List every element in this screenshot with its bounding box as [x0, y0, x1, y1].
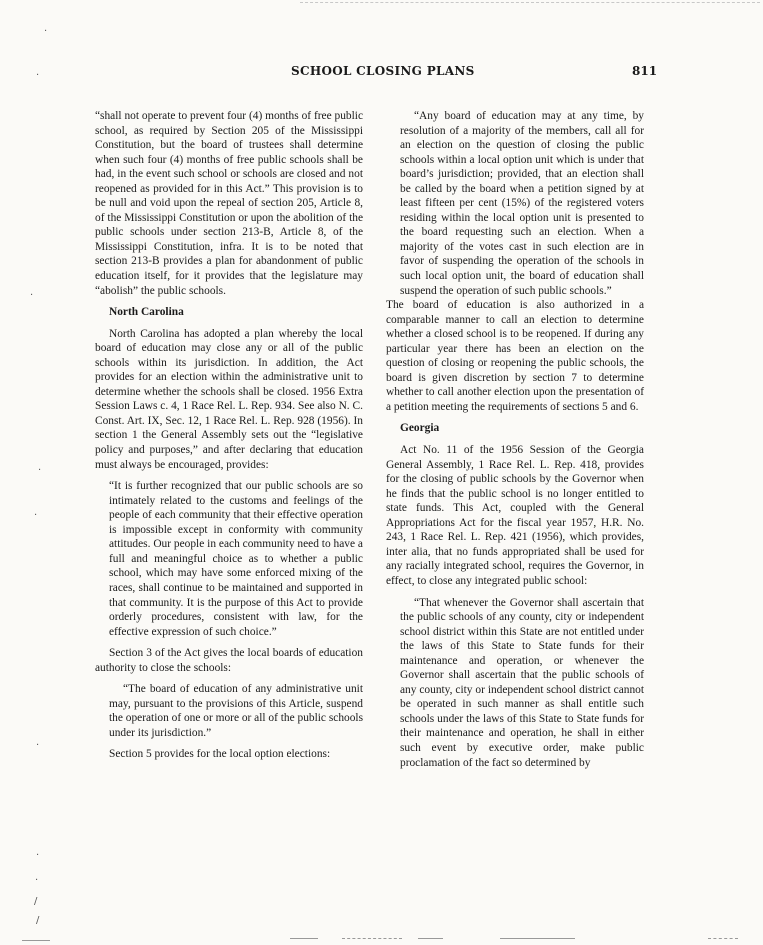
scan-edge-line	[290, 938, 318, 939]
scan-speck: ·	[30, 290, 34, 301]
page-number: 811	[632, 64, 658, 78]
scan-edge-line	[300, 2, 760, 3]
paragraph: North Carolina has adopted a plan whereby the local board of education may close any or all of the public schools within its jurisdiction. In addition, the Act provides for an election within the administrative unit to determine whether the schools shall be closed. 1956 Extra Session Laws c. 4, 1 Race Rel. L. Rep. 934. See also N. C. Const. Art. IX, Sec. 12, 1 Race Rel. L. Rep. 928 (1956). In section 1 the General Assembly sets out the “legislative policy and purposes,” and after declaring that education must always be encouraged, provides:	[95, 327, 363, 471]
block-quote: “The board of education of any administrative unit may, pursuant to the provisions of this Article, suspend the operation of one or more or all of the public schools under its jurisdiction.”	[109, 683, 364, 739]
scan-speck: /	[36, 915, 40, 926]
section-heading-georgia: Georgia	[400, 422, 440, 435]
scan-speck: ·	[36, 850, 40, 861]
paragraph: Section 3 of the Act gives the local boards of education authority to close the schools:	[95, 647, 363, 674]
paragraph: Section 5 provides for the local option elections:	[109, 748, 331, 761]
paragraph: “shall not operate to prevent four (4) months of free public school, as required by Section 205 of the Mississippi Constitution, but the board of trustees shall determine when such four (4) months of free public schools shall be had, in the event such school or schools are closed and not reopened as provided for in this Act.” This provision is to be null and void upon the repeal of section 205, Article 8, of the Mississippi Constitution or upon the abolition of the public schools under section 213-B, Article 8, of the Mississippi Constitution, infra. It is to be noted that section 213-B provides a plan for abandonment of public education itself, for it provides that the legislature may “abolish” the public schools.	[95, 110, 363, 297]
scan-speck: /	[34, 896, 38, 907]
section-heading-north-carolina: North Carolina	[109, 306, 184, 319]
scan-edge-line	[22, 940, 50, 941]
left-column	[95, 109, 363, 762]
block-quote: “Any board of education may at any time, by resolution of a majority of the members, call all for an election on the question of closing the public schools within a local option unit which is under that board’s jurisdiction; provided, that an election shall be called by the board when a petition signed by at least fifteen per cent (15%) of the registered voters residing within the local option unit is presented to the board requesting such an election. When a majority of the votes cast in such election are in favor of suspending the operation of the schools in such local option unit, the board of education shall suspend the operation of such public schools.”	[400, 110, 644, 297]
scan-edge-line	[500, 938, 575, 939]
scan-speck: ·	[36, 70, 40, 81]
paragraph: Act No. 11 of the 1956 Session of the Georgia General Assembly, 1 Race Rel. L. Rep. 418, provides for the closing of public schools by the Governor when he finds that the public school is no longer entitled to state funds. This Act, coupled with the General Appropriations Act for the fiscal year 1957, H.R. No. 243, 1 Race Rel. L. Rep. 421 (1956), which provides, inter alia, that no funds appropriated shall be used for any racially integrated school, requires the Governor, in effect, to close any integrated public school:	[386, 444, 644, 587]
right-column	[386, 109, 644, 770]
scan-speck: ·	[35, 875, 39, 886]
running-head: SCHOOL CLOSING PLANS	[291, 64, 475, 78]
block-quote: “That whenever the Governor shall ascertain that the public schools of any county, city or independent school district within this State are not entitled under the laws of this State to State funds for their maintenance and operation, or whenever the Governor shall ascertain that the public schools of any county, city or independent school district cannot be operated in such manner as shall entitle such schools under the laws of this State to State funds for their maintenance and operation, he shall in either such event by executive order, make public proclamation of the fact so determined by	[400, 596, 644, 769]
paragraph: The board of education is also authorized in a comparable manner to call an election to determine whether a closed school is to be reopened. If during any particular year there has been an election on the question of closing or reopening the public schools, the board is given discretion by section 7 to determine whether to call another election upon the presentation of a petition meeting the requirements of sections 5 and 6.	[386, 299, 644, 413]
scan-speck: ·	[34, 510, 38, 521]
scan-edge-line	[418, 938, 443, 939]
scan-edge-line	[342, 938, 402, 939]
block-quote: “It is further recognized that our public schools are so intimately related to the customs and feelings of the people of each community that their effective operation is impossible except in conformity with community attitudes. Our people in each community need to have a full and meaningful choice as to whether a public school, which may have some enforced mixing of the races, shall continue to be maintained and supported in that community. It is the purpose of this Act to provide orderly procedures, consistent with law, for the effective expression of such choice.”	[109, 480, 363, 638]
scan-edge-line	[708, 938, 738, 939]
scan-speck: ·	[38, 465, 42, 476]
scan-speck: ·	[44, 26, 48, 37]
scan-speck: ·	[36, 740, 40, 751]
